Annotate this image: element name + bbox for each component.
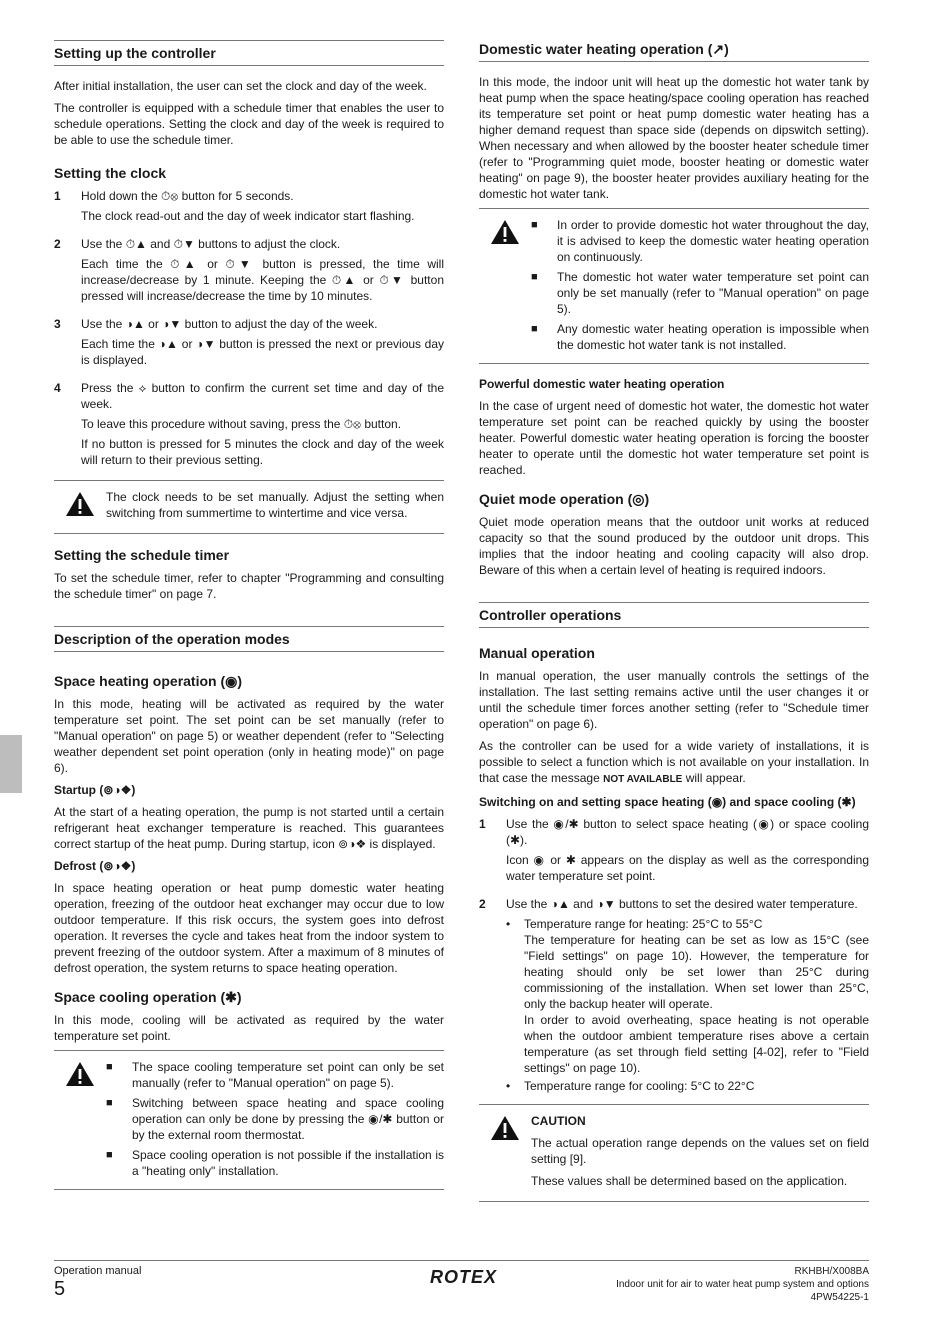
- warning-icon: [490, 219, 520, 245]
- caution-paragraph-2: These values shall be determined based on the application.: [531, 1174, 848, 1188]
- section-heading-operation-modes: Description of the operation modes: [54, 626, 444, 652]
- square-bullet-icon: ■: [531, 271, 538, 283]
- list-item: ■ Space cooling operation is not possible if the installation is a "heating only" installation.: [106, 1148, 444, 1178]
- clock-warning-box: [54, 480, 444, 534]
- footer-model: RKHBH/X008BA: [794, 1266, 869, 1277]
- powerful-paragraph: In the case of urgent need of domestic hot water, the domestic hot water temperature set point can be reached quickly by using the booster heater. Powerful domestic water heating operation is forcing the booster heater to operate until the domestic hot water temperature set point is reached.: [479, 399, 869, 477]
- page-footer: [54, 1260, 869, 1306]
- footer-description: Indoor unit for air to water heat pump system and options: [616, 1279, 869, 1290]
- step-instruction: Use the ◑▲ or ◑▼ button to adjust the day of the week.: [81, 317, 378, 331]
- manual-step-1: [479, 816, 869, 888]
- step-instruction: Use the ◉/✱ button to select space heating (◉) or space cooling (✱).: [506, 817, 869, 847]
- clock-step-4: [54, 380, 444, 472]
- not-available-message: NOT AVAILABLE: [603, 774, 683, 785]
- list-item: ■ Any domestic water heating operation is impossible when the domestic hot water tank is not installed.: [531, 322, 869, 352]
- caution-title: CAUTION: [531, 1114, 586, 1128]
- switching-heading: Switching on and setting space heating (◉) and space cooling (✱): [479, 795, 856, 809]
- right-column: [479, 40, 869, 1214]
- cooling-warning-box: [54, 1050, 444, 1190]
- section-heading-controller-operations: Controller operations: [479, 602, 869, 628]
- step-instruction: Hold down the ⏱⊗ button for 5 seconds.: [81, 189, 294, 203]
- footer-doc-code: 4PW54225-1: [810, 1292, 869, 1303]
- clock-step-1: [54, 188, 444, 228]
- startup-paragraph: At the start of a heating operation, the pump is not started until a certain refrigerant heat exchanger temperature is reached. This guarantees correct startup of the heat pump. During startup, icon ⊚◑❖ is displayed.: [54, 805, 444, 851]
- step-detail: Each time the ◑▲ or ◑▼ button is pressed the next or previous day is displayed.: [81, 337, 444, 367]
- list-item: ■ Switching between space heating and space cooling operation can only be done by pressing the ◉/✱ button or by the external room thermostat.: [106, 1096, 444, 1142]
- clock-step-2: [54, 236, 444, 308]
- setup-paragraph-2: The controller is equipped with a schedule timer that enables the user to schedule operations. Setting the clock and day of the week is required to be able to use the schedule timer.: [54, 101, 444, 147]
- step-instruction: Use the ◑▲ and ◑▼ buttons to set the desired water temperature.: [506, 897, 858, 911]
- step-number: 3: [54, 317, 61, 331]
- square-bullet-icon: ■: [106, 1149, 113, 1161]
- dot-bullet-icon: •: [506, 1079, 511, 1093]
- rotex-logo: ROTEX: [430, 1267, 498, 1287]
- startup-heading: Startup (⊚◑❖): [54, 783, 136, 797]
- subheading-manual-operation: Manual operation: [479, 645, 595, 661]
- powerful-heading: Powerful domestic water heating operation: [479, 377, 725, 391]
- manual-paragraph-2: As the controller can be used for a wide variety of installations, it is possible to select a function which is not available on your installation. In that case the message NOT AVAILABLE will appear.: [479, 739, 869, 785]
- step-detail: The clock read-out and the day of week indicator start flashing.: [81, 209, 415, 223]
- left-column: [54, 40, 444, 1202]
- setup-paragraph-1: After initial installation, the user can set the clock and day of the week.: [54, 79, 427, 93]
- caution-box: [479, 1104, 869, 1202]
- square-bullet-icon: ■: [531, 323, 538, 335]
- list-item: • Temperature range for cooling: 5°C to 22°C: [506, 1079, 755, 1093]
- step-number: 1: [479, 817, 486, 831]
- list-item: ■ In order to provide domestic hot water throughout the day, it is advised to keep the domestic water heating operation on continuously.: [531, 218, 869, 264]
- square-bullet-icon: ■: [531, 219, 538, 231]
- subheading-space-heating: Space heating operation (◉): [54, 673, 243, 689]
- subheading-schedule-timer: Setting the schedule timer: [54, 547, 230, 563]
- step-detail: If no button is pressed for 5 minutes the clock and day of the week will return to their previous setting.: [81, 437, 444, 467]
- step-detail: Icon ◉ or ✱ appears on the display as well as the corresponding water temperature set point.: [506, 853, 869, 883]
- space-cooling-paragraph: In this mode, cooling will be activated as required by the water temperature set point.: [54, 1013, 444, 1043]
- quiet-paragraph: Quiet mode operation means that the outdoor unit works at reduced capacity so that the sound produced by the outdoor unit drops. This implies that the indoor heating and cooling capacity will also drop. Beware of this when a certain level of heating is required indoors.: [479, 515, 869, 577]
- step-number: 2: [479, 897, 486, 911]
- subheading-quiet-mode: Quiet mode operation (◎): [479, 491, 650, 507]
- clock-warning-text: The clock needs to be set manually. Adjust the setting when switching from summertime to wintertime and vice versa.: [106, 490, 444, 520]
- step-detail: To leave this procedure without saving, press the ⏱⊗ button.: [81, 417, 402, 431]
- defrost-heading: Defrost (⊚◑❖): [54, 859, 136, 873]
- caution-paragraph-1: The actual operation range depends on the values set on field setting [9].: [531, 1136, 869, 1166]
- section-heading-dhw: Domestic water heating operation (↗): [479, 40, 869, 62]
- step-number: 1: [54, 189, 61, 203]
- dhw-warning-box: [479, 208, 869, 364]
- warning-icon: [490, 1115, 520, 1141]
- list-item: ■ The space cooling temperature set point can only be set manually (refer to "Manual operation" on page 5).: [106, 1060, 444, 1090]
- step-instruction: Press the ⟡ button to confirm the current set time and day of the week.: [81, 381, 444, 411]
- manual-paragraph-1: In manual operation, the user manually controls the settings of the installation. The last setting remains active until the user changes it or until the schedule timer forces another setting (refer to "Schedule timer operation" on page 6).: [479, 669, 869, 731]
- subheading-setting-clock: Setting the clock: [54, 165, 167, 181]
- step-number: 4: [54, 381, 61, 395]
- defrost-paragraph: In space heating operation or heat pump domestic water heating operation, freezing of the outdoor heat exchanger may occur due to low outdoor temperature. If this risk occurs, the system goes into defrost operation. It reverses the cycle and takes heat from the indoor system to prevent freezing of the outdoor system. After a maximum of 8 minutes of defrost operation, the system returns to space heating operation.: [54, 881, 444, 975]
- list-item: • Temperature range for heating: 25°C to 55°C The temperature for heating can be set as low as 15°C (see "Field settings" on page 10). However, the temperature for heating should only be set lower than 25°C during commissioning of the installation. When set lower than 25°C, only the backup heater will operate. In order to avoid overheating, space heating is not operable when the outdoor ambient temperature rises above a certain temperature (as set through field setting [4-02], refer to "Field settings" on page 10).: [506, 917, 869, 1075]
- warning-icon: [65, 491, 95, 517]
- step-detail: Each time the ⏱▲ or ⏱▼ button is pressed, the time will increase/decrease by 1 minute. Keeping the ⏱▲ or ⏱▼ button pressed will increase/decrease the time by 10 minutes.: [81, 257, 444, 303]
- warning-icon: [65, 1061, 95, 1087]
- square-bullet-icon: ■: [106, 1097, 113, 1109]
- space-heating-paragraph: In this mode, heating will be activated as required by the water temperature set point. The set point can be set manually (refer to "Manual operation" on page 5) or weather dependent (refer to "Selecting weather dependent set point operation (only in heating mode)" on page 6).: [54, 697, 444, 775]
- manual-step-2: [479, 896, 869, 1096]
- page-number: 5: [54, 1278, 66, 1300]
- schedule-paragraph: To set the schedule timer, refer to chapter "Programming and consulting the schedule timer" on page 7.: [54, 571, 444, 601]
- footer-manual-label: Operation manual: [54, 1265, 142, 1277]
- clock-step-3: [54, 316, 444, 372]
- section-heading-setup: Setting up the controller: [54, 40, 444, 66]
- page-edge-tab: [0, 735, 22, 793]
- subheading-space-cooling: Space cooling operation (✱): [54, 989, 242, 1005]
- dot-bullet-icon: •: [506, 917, 511, 931]
- square-bullet-icon: ■: [106, 1061, 113, 1073]
- step-instruction: Use the ⏱▲ and ⏱▼ buttons to adjust the clock.: [81, 237, 341, 251]
- dhw-paragraph: In this mode, the indoor unit will heat up the domestic hot water tank by heat pump when the space heating/space cooling operation has reached its temperature set point or heat pump domestic water heating has a higher demand request than space side (depends on dipswitch setting). When necessary and when allowed by the booster heater schedule timer (refer to "Programming quiet mode, booster heating or domestic water heating" on page 9), the booster heater provides auxiliary heating for the domestic hot water tank.: [479, 75, 869, 201]
- list-item: ■ The domestic hot water water temperature set point can only be set manually (refer to "Manual operation" on page 5).: [531, 270, 869, 316]
- step-number: 2: [54, 237, 61, 251]
